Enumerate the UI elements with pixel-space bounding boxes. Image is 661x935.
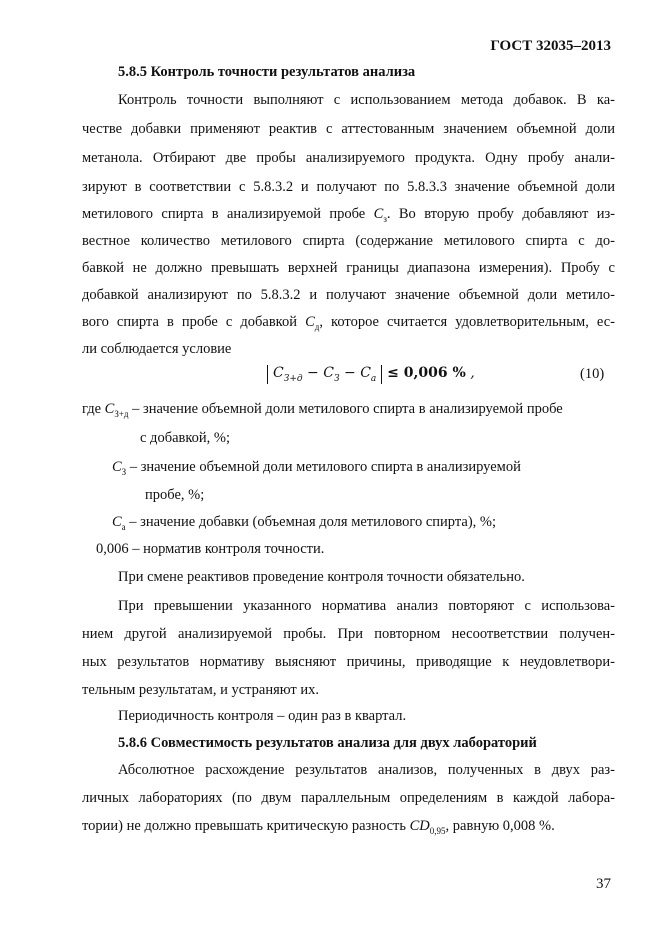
section-heading-5-8-6: 5.8.6 Совместимость результатов анализа для двух лабораторий (118, 735, 537, 751)
paragraph-line: зируют в соответствии с 5.8.3.2 и получают по 5.8.3.3 значение объемной доли (82, 179, 615, 195)
paragraph-line: При смене реактивов проведение контроля точности обязательно. (118, 569, 525, 585)
paragraph-line: Абсолютное расхождение результатов анализов, полученных в двух раз- (118, 762, 615, 778)
paragraph-line: личных лабораториях (по двум параллельным определениям в каждой лабора- (82, 790, 615, 806)
paragraph-line: ли соблюдается условие (82, 341, 232, 357)
where-item: $С_а$ – значение добавки (объемная доля метилового спирта), %; (112, 514, 497, 532)
paragraph-line: тельным результатам, и устраняют их. (82, 682, 320, 698)
paragraph-line: метилового спирта в анализируемой пробе $С_з$. Во вторую пробу добавляют из- (82, 206, 616, 224)
paragraph-line: нием другой анализируемой пробы. При повторном несоответствии получен- (82, 626, 615, 642)
where-item: $С_З$ – значение объемной доли метилового спирта в анализируемой (112, 459, 521, 477)
paragraph-line: метанола. Отбирают две пробы анализируемого продукта. Одну пробу анали- (82, 150, 615, 166)
equation-number: (10) (580, 366, 605, 382)
where-item-cont: пробе, %; (145, 487, 205, 503)
section-heading-5-8-5: 5.8.5 Контроль точности результатов анализа (118, 64, 416, 80)
where-item-cont: с добавкой, %; (140, 430, 231, 446)
paragraph-line: вого спирта в пробе с добавкой $С_д$, которое считается удовлетворительным, ес- (82, 314, 615, 332)
document-header: ГОСТ 32035–2013 (490, 38, 611, 54)
paragraph-line: добавкой анализируют по 5.8.3.2 и получают значение объемной доли метило- (82, 287, 615, 303)
page-number: 37 (596, 876, 611, 892)
paragraph-line: бавкой не должно превышать верхней границы диапазона измерения). Пробу с (82, 260, 615, 276)
paragraph-line: При превышении указанного норматива анализ повторяют с использова- (118, 598, 615, 614)
paragraph-line: ных результатов нормативу выясняют причины, приводящие к неудовлетвори- (82, 654, 615, 670)
paragraph-line: тории) не должно превышать критическую разность $CD_{0,95}$, равную 0,008 %. (82, 818, 555, 836)
paragraph-line: Периодичность контроля – один раз в квартал. (118, 708, 407, 724)
paragraph-line: честве добавки применяют реактив с аттестованным значением объемной доли (82, 121, 615, 137)
paragraph-line: Контроль точности выполняют с использованием метода добавок. В ка- (118, 92, 615, 108)
formula-10: $C_{З+д} - C_З - C_а \le 0,006$ % , (267, 365, 475, 384)
paragraph-line: вестное количество метилового спирта (содержание метилового спирта с до- (82, 233, 615, 249)
where-item: 0,006 – норматив контроля точности. (96, 541, 325, 557)
where-item: где $С_{З+д}$ – значение объемной доли метилового спирта в анализируемой пробе (82, 401, 563, 419)
absolute-value-bars: $C_{З+д} - C_З - C_а$ (267, 365, 382, 384)
